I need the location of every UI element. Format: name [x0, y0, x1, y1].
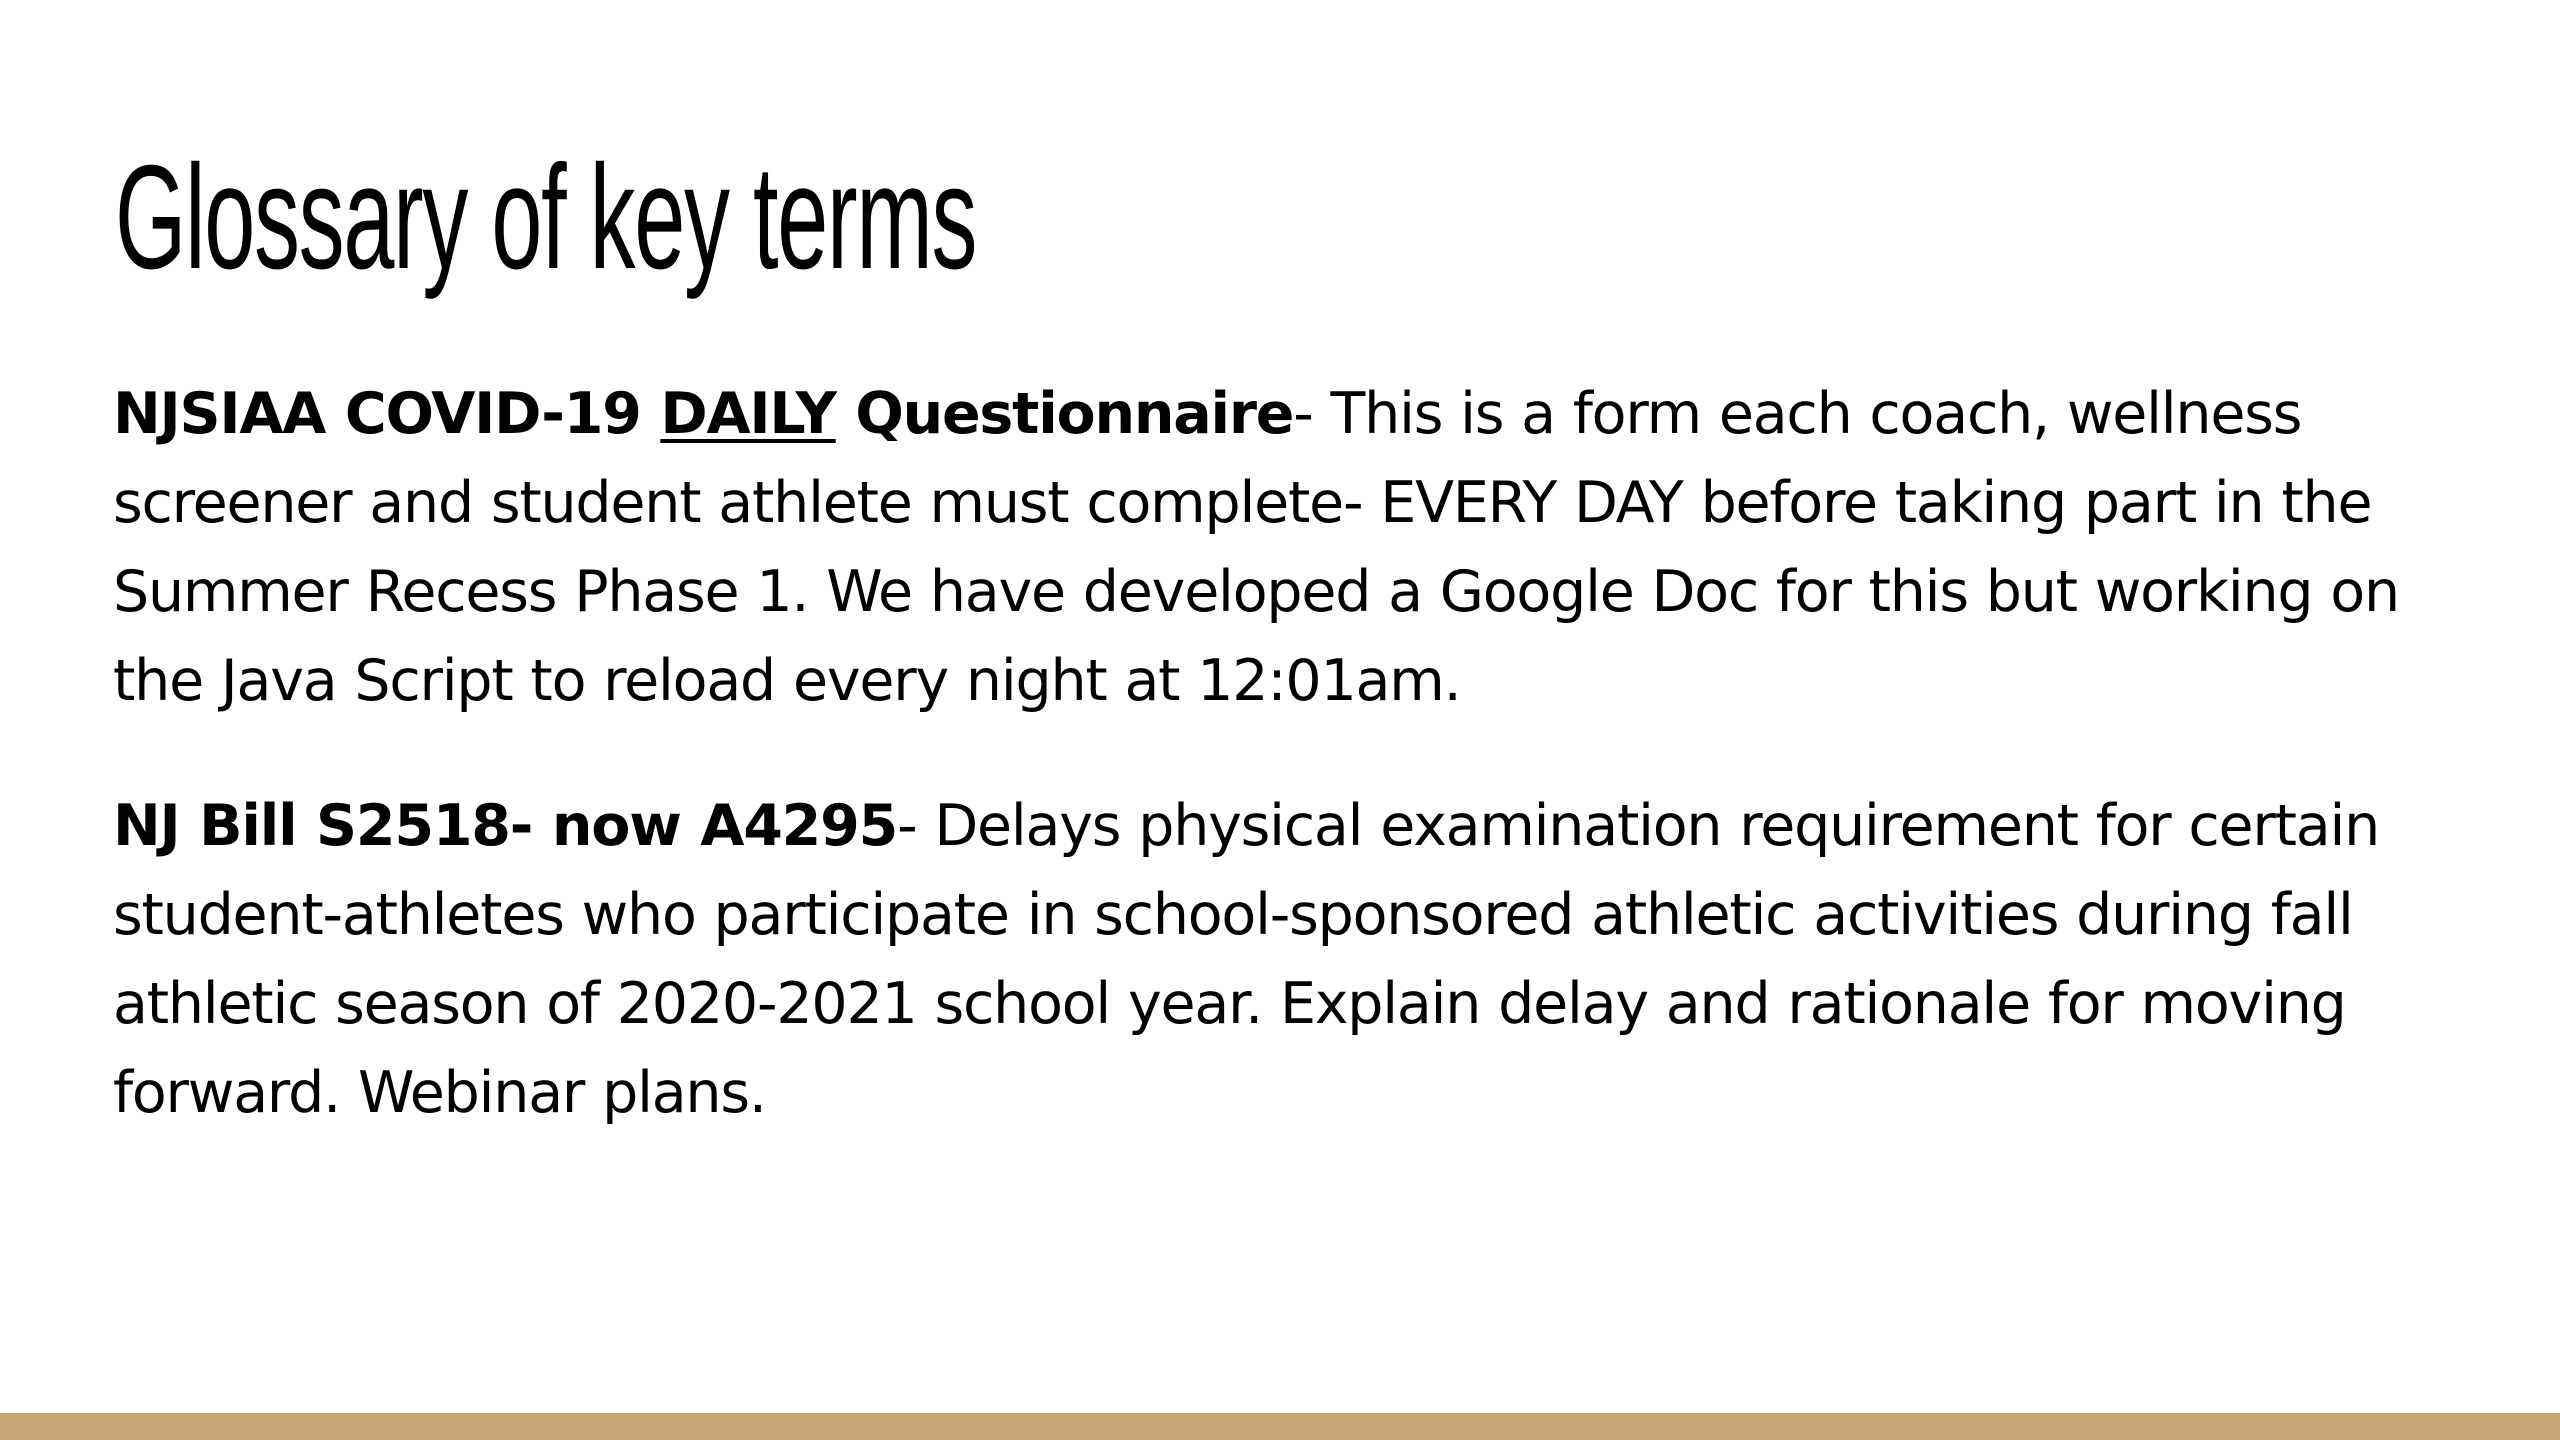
bottom-accent-bar [0, 1413, 2560, 1440]
glossary-entry-questionnaire [113, 370, 2453, 726]
glossary-entry-nj-bill [113, 782, 2453, 1138]
term-suffix: Questionnaire [835, 381, 1294, 447]
glossary-body [113, 370, 2453, 1194]
slide-title: Glossary of key terms [115, 135, 977, 300]
term-definition: - This is a form each coach, wellness screener and student athlete must complete- EVERY DAY before taking part in the Summer Recess Phase 1. We have developed a Google Doc for this but working on the Java Script to reload every night at 12:01am. [113, 381, 2399, 714]
term-definition: - Delays physical examination requirement for certain student-athletes who participate in school-sponsored athletic activities during fall athletic season of 2020-2021 school year. Explain delay and rationale for moving forward. Webinar plans. [113, 793, 2380, 1126]
term-name [113, 381, 1293, 447]
term-underlined-word: DAILY [660, 381, 836, 447]
term-name: NJ Bill S2518- now A4295 [113, 793, 898, 859]
term-prefix: NJSIAA COVID-19 [113, 381, 661, 447]
